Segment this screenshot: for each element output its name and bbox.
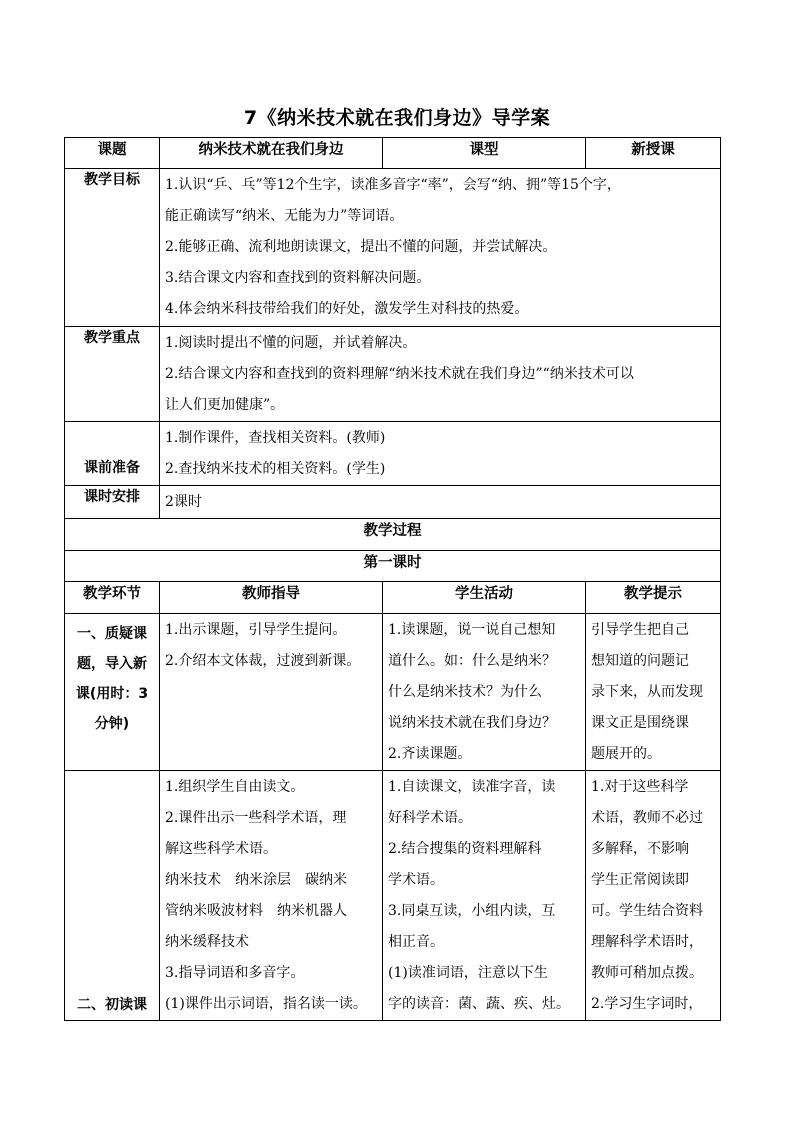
student-line: 学术语。 xyxy=(388,872,444,888)
section-row-1 xyxy=(65,614,721,771)
student-line: 好科学术语。 xyxy=(388,810,472,826)
teacher-line: 2.课件出示一些科学术语，理 xyxy=(165,810,347,826)
tips-line: 想知道的问题记 xyxy=(591,653,689,669)
student-line: 什么是纳米技术？为什么 xyxy=(388,684,542,700)
prep-content xyxy=(160,422,721,486)
teacher-cell xyxy=(160,614,383,771)
tips-line: 理解科学术语时， xyxy=(591,934,703,950)
col-tips-header: 教学提示 xyxy=(586,582,721,614)
teacher-line: 1.组织学生自由读文。 xyxy=(165,779,305,795)
goals-content xyxy=(160,169,721,327)
process-title: 教学过程 xyxy=(65,519,721,551)
goals-line: 3.结合课文内容和查找到的资料解决问题。 xyxy=(165,270,431,286)
col-student-header: 学生活动 xyxy=(383,582,586,614)
goals-line: 能正确读写“纳米、无能为力”等词语。 xyxy=(165,208,404,224)
teacher-line: 2.介绍本文体裁，过渡到新课。 xyxy=(165,653,361,669)
student-line: 2.结合搜集的资料理解科 xyxy=(388,841,542,857)
lesson-title-row xyxy=(65,551,721,582)
teacher-line: 纳米缓释技术 xyxy=(165,934,249,950)
goals-line: 1.认识“乒、乓”等12个生字，读准多音字“率”，会写“纳、拥”等15个字， xyxy=(165,177,621,193)
type-value: 新授课 xyxy=(586,138,721,169)
tips-line: 题展开的。 xyxy=(591,746,661,762)
goals-line: 4.体会纳米科技带给我们的好处，激发学生对科技的热爱。 xyxy=(165,301,529,317)
student-cell xyxy=(383,614,586,771)
stage-line: 题，导入新 xyxy=(77,656,147,672)
stage-cell xyxy=(65,614,160,771)
teacher-line: (1)课件出示词语，指名读一读。 xyxy=(165,996,367,1012)
tips-line: 学生正常阅读即 xyxy=(591,872,689,888)
student-cell xyxy=(383,771,586,1021)
schedule-row xyxy=(65,486,721,519)
stage-cell xyxy=(65,771,160,1021)
goals-line: 2.能够正确、流利地朗读课文，提出不懂的问题，并尝试解决。 xyxy=(165,239,557,255)
stage-line: 分钟) xyxy=(94,716,130,732)
lesson-plan-table xyxy=(64,137,721,1021)
prep-line: 2.查找纳米技术的相关资料。(学生) xyxy=(165,461,386,477)
tips-cell xyxy=(586,614,721,771)
student-line: 道什么。如：什么是纳米？ xyxy=(388,653,556,669)
process-title-row xyxy=(65,519,721,551)
page-title: 7《纳米技术就在我们身边》导学案 xyxy=(243,107,551,129)
topic-value: 纳米技术就在我们身边 xyxy=(160,138,383,169)
tips-line: 录下来，从而发现 xyxy=(591,684,703,700)
teacher-line: 3.指导词语和多音字。 xyxy=(165,965,305,981)
tips-line: 多解释，不影响 xyxy=(591,841,689,857)
lesson-title: 第一课时 xyxy=(65,551,721,582)
student-line: 3.同桌互读，小组内读，互 xyxy=(388,903,556,919)
type-label: 课型 xyxy=(383,138,586,169)
tips-line: 1.对于这些科学 xyxy=(591,779,689,795)
student-line: 1.自读课文，读准字音，读 xyxy=(388,779,556,795)
header-row xyxy=(65,138,721,169)
student-line: 字的读音：菌、蔬、疾、灶。 xyxy=(388,996,570,1012)
tips-line: 2.学习生字词时， xyxy=(591,996,703,1012)
tips-line: 教师可稍加点拨。 xyxy=(591,965,703,981)
schedule-value: 2课时 xyxy=(165,494,202,510)
tips-cell xyxy=(586,771,721,1021)
teacher-cell xyxy=(160,771,383,1021)
prep-line: 1.制作课件，查找相关资料。(教师) xyxy=(165,430,386,446)
focus-line: 让人们更加健康”。 xyxy=(165,397,285,413)
student-line: 说纳米技术就在我们身边？ xyxy=(388,715,556,731)
focus-line: 2.结合课文内容和查找到的资料理解“纳米技术就在我们身边”“纳米技术可以 xyxy=(165,366,634,382)
student-line: 2.齐读课题。 xyxy=(388,746,472,762)
student-line: 相正音。 xyxy=(388,934,444,950)
focus-label: 教学重点 xyxy=(65,327,160,422)
schedule-label: 课时安排 xyxy=(65,486,160,519)
focus-content xyxy=(160,327,721,422)
column-header-row xyxy=(65,582,721,614)
student-line: (1)读准词语，注意以下生 xyxy=(388,965,548,981)
section-row-2 xyxy=(65,771,721,1021)
prep-label: 课前准备 xyxy=(65,422,160,486)
tips-line: 可。学生结合资料 xyxy=(591,903,703,919)
schedule-content xyxy=(160,486,721,519)
topic-label: 课题 xyxy=(65,138,160,169)
prep-row xyxy=(65,422,721,486)
teacher-line: 解这些科学术语。 xyxy=(165,841,277,857)
teacher-line: 1.出示课题，引导学生提问。 xyxy=(165,622,347,638)
stage-line: 二、初读课 xyxy=(77,997,147,1013)
focus-row xyxy=(65,327,721,422)
tips-line: 引导学生把自己 xyxy=(591,622,689,638)
goals-label: 教学目标 xyxy=(65,169,160,327)
teacher-line: 纳米技术 纳米涂层 碳纳米 xyxy=(165,872,347,888)
teacher-line: 管纳米吸波材料 纳米机器人 xyxy=(165,903,347,919)
student-line: 1.读课题，说一说自己想知 xyxy=(388,622,556,638)
tips-line: 术语，教师不必过 xyxy=(591,810,703,826)
col-stage-header: 教学环节 xyxy=(65,582,160,614)
tips-line: 课文正是围绕课 xyxy=(591,715,689,731)
stage-line: 一、质疑课 xyxy=(77,626,147,642)
stage-line: 课(用时：3 xyxy=(75,686,149,702)
goals-row xyxy=(65,169,721,327)
focus-line: 1.阅读时提出不懂的问题，并试着解决。 xyxy=(165,335,417,351)
col-teacher-header: 教师指导 xyxy=(160,582,383,614)
